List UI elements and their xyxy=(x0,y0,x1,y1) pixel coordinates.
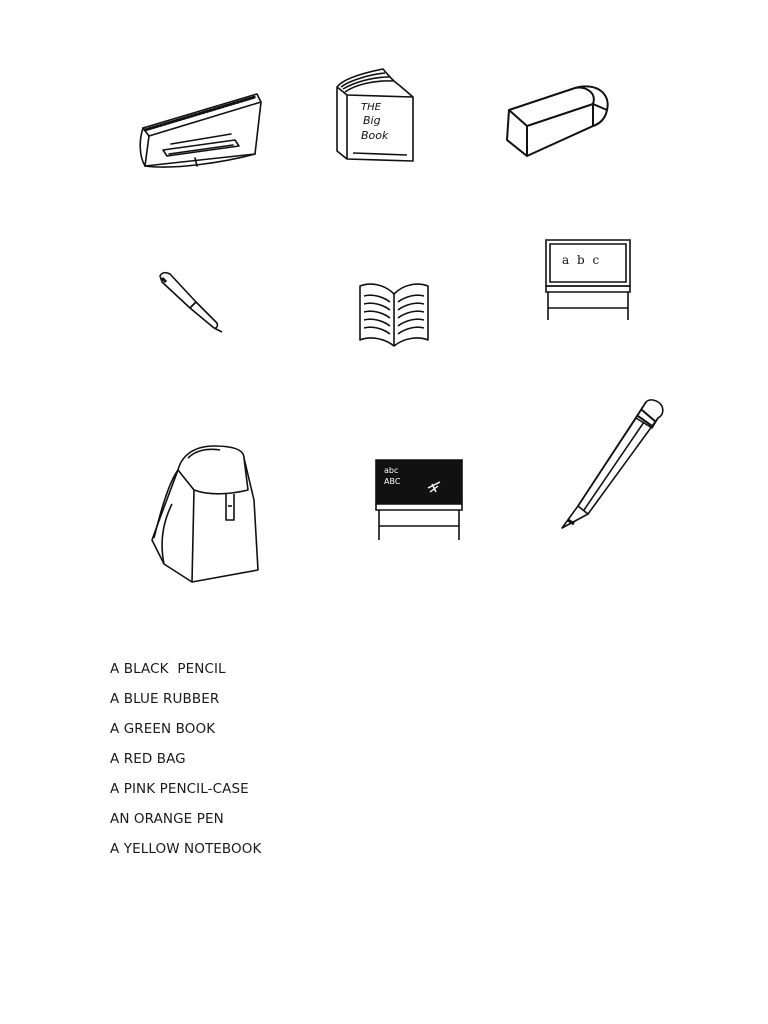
list-item: A BLACK PENCIL xyxy=(110,661,226,677)
pencil-icon xyxy=(558,396,666,530)
pencil-case-icon xyxy=(135,88,265,176)
list-item: A RED BAG xyxy=(110,751,186,767)
pen-icon xyxy=(156,270,228,334)
open-book-icon xyxy=(358,280,430,348)
whiteboard-icon xyxy=(544,238,632,322)
svg-text:a b c: a b c xyxy=(562,253,602,267)
list-item: A YELLOW NOTEBOOK xyxy=(110,841,262,857)
list-item: AN ORANGE PEN xyxy=(110,811,224,827)
svg-text:THE: THE xyxy=(361,102,381,113)
list-item: A PINK PENCIL-CASE xyxy=(110,781,249,797)
svg-text:Book: Book xyxy=(361,129,389,142)
list-item: A BLUE RUBBER xyxy=(110,691,220,707)
svg-text:abc: abc xyxy=(384,466,399,475)
list-item: A GREEN BOOK xyxy=(110,721,216,737)
svg-text:ABC: ABC xyxy=(384,477,401,486)
vocabulary-list xyxy=(110,654,261,864)
svg-text:Big: Big xyxy=(363,114,381,127)
backpack-icon xyxy=(148,444,264,584)
rubber-icon xyxy=(505,80,613,160)
blackboard-icon xyxy=(374,458,464,542)
big-book-icon xyxy=(333,67,417,162)
